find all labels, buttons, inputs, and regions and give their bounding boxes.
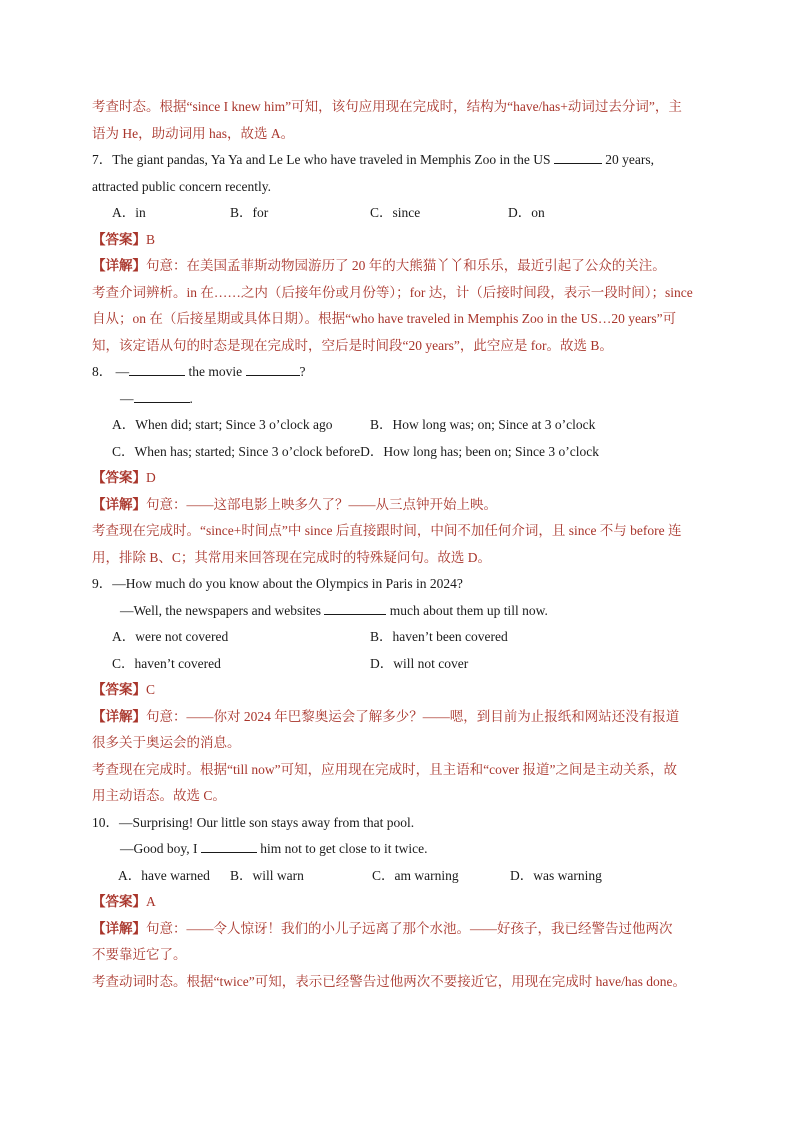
question-stem: [92, 810, 712, 837]
answer-value: A: [146, 894, 156, 909]
answer-line: [92, 465, 712, 492]
answer-line: [92, 889, 712, 916]
answer-value: C: [146, 682, 156, 697]
option-c: C．am warning: [372, 867, 459, 883]
stem-text: —Good boy, I: [120, 841, 198, 856]
detail-label: 【详解】: [92, 920, 146, 936]
detail-line: [92, 253, 712, 280]
options-row: [92, 200, 712, 227]
reply-line: [92, 386, 712, 413]
stem-text: —How much do you know about the Olympics in Paris in 2024?: [112, 576, 463, 591]
stem-text: much about them up till now.: [389, 602, 548, 618]
detail-text: 自从；on 在（后接星期或具体日期）。根据“who have traveled in Memphis Zoo in the US…20 years”可: [92, 311, 677, 326]
explanation-line: 考查时态。根据“since I knew him”可知，该句应用现在完成时，结构为“have/has+动词过去分词”，主: [92, 99, 682, 114]
option-b: B．for: [230, 205, 269, 220]
stem-text: 20 years,: [605, 152, 655, 167]
detail-text: 句意：——你对 2024 年巴黎奥运会了解多少？——嗯，到目前为止报纸和网站还没有报道: [146, 708, 680, 724]
document-body: [92, 94, 712, 995]
option-d: D．on: [508, 205, 545, 220]
detail-text: 不要靠近它了。: [92, 947, 187, 962]
answer-label: 【答案】: [92, 231, 146, 247]
reply-line: [92, 598, 712, 625]
detail-label: 【详解】: [92, 258, 146, 273]
answer-blank: [201, 838, 257, 853]
stem-text: ?: [299, 364, 306, 379]
stem-text: him not to get close to it twice.: [260, 841, 428, 856]
options-row: [92, 624, 712, 651]
detail-label: 【详解】: [92, 708, 146, 724]
stem-text: —Well, the newspapers and websites: [120, 602, 321, 618]
dash: —: [115, 364, 130, 379]
answer-value: B: [146, 231, 156, 247]
options-row: [92, 412, 712, 439]
option-a: A．have warned: [118, 867, 210, 883]
question-number: 10．: [92, 814, 119, 830]
detail-text: 知，该定语从句的时态是现在完成时，空后是时间段“20 years”，此空应是 for。故选 B。: [92, 337, 613, 353]
previous-explanation: [92, 94, 712, 147]
option-b: B．How long was; on; Since at 3 o’clock: [370, 417, 596, 432]
option-b: B．haven’t been covered: [370, 629, 508, 644]
stem-text: The giant pandas, Ya Ya and Le Le who have traveled in Memphis Zoo in the US: [112, 152, 551, 167]
question-9: [92, 571, 712, 810]
stem-text: —Surprising! Our little son stays away from that pool.: [119, 814, 415, 830]
options-row: [92, 651, 712, 678]
detail-line: [92, 704, 712, 731]
detail-text: 考查介词辨析。in 在……之内（后接年份或月份等）；for 达，计（后接时间段，表示一段时间）；since: [92, 284, 693, 300]
detail-text: 句意：——令人惊讶！我们的小儿子远离了那个水池。——好孩子，我已经警告过他两次: [146, 920, 673, 936]
detail-text: 用主动语态。故选 C。: [92, 788, 226, 803]
detail-line: [92, 492, 712, 519]
answer-line: [92, 677, 712, 704]
option-a: A．in: [112, 205, 146, 220]
answer-blank: [134, 388, 190, 403]
answer-blank: [129, 361, 185, 376]
answer-blank: [324, 600, 386, 615]
question-10: [92, 810, 712, 996]
answer-blank: [554, 149, 602, 164]
detail-text: 用，排除 B、C；其常用来回答现在完成时的特殊疑问句。故选 D。: [92, 549, 492, 565]
explanation-line: 语为 He，助动词用 has，故选 A。: [92, 125, 295, 141]
detail-text: 考查动词时态。根据“twice”可知，表示已经警告过他两次不要接近它，用现在完成时 have/has done。: [92, 973, 686, 989]
answer-value: D: [146, 470, 156, 485]
option-c: C．When has; started; Since 3 o’clock before: [112, 443, 361, 459]
question-7: [92, 147, 712, 359]
question-stem: [92, 147, 712, 174]
question-stem: [92, 571, 712, 598]
options-row: [92, 439, 712, 466]
question-stem: [92, 359, 712, 386]
detail-text: 句意：——这部电影上映多久了？——从三点钟开始上映。: [146, 496, 497, 512]
question-8: [92, 359, 712, 571]
dash: —: [120, 390, 134, 406]
options-row: [92, 863, 712, 890]
detail-label: 【详解】: [92, 496, 146, 512]
answer-label: 【答案】: [92, 894, 146, 909]
detail-text: 考查现在完成时。根据“till now”可知，应用现在完成时，且主语和“cover 报道”之间是主动关系，故: [92, 761, 677, 777]
detail-text: 句意：在美国孟菲斯动物园游历了 20 年的大熊猫丫丫和乐乐，最近引起了公众的关注。: [146, 258, 666, 273]
detail-text: 很多关于奥运会的消息。: [92, 735, 241, 750]
option-d: D．How long has; been on; Since 3 o’clock: [360, 443, 599, 459]
stem-text: the movie: [188, 364, 243, 379]
question-number: 8．: [92, 364, 113, 379]
detail-line: [92, 916, 712, 943]
option-b: B．will warn: [230, 867, 304, 883]
stem-text: .: [189, 390, 193, 406]
reply-line: [92, 836, 712, 863]
option-a: A．When did; start; Since 3 o’clock ago: [112, 417, 333, 432]
answer-label: 【答案】: [92, 682, 146, 697]
answer-blank: [246, 361, 300, 376]
option-c: C．since: [370, 205, 421, 220]
option-d: D．was warning: [510, 867, 602, 883]
detail-text: 考查现在完成时。“since+时间点”中 since 后直接跟时间，中间不加任何介词，且 since 不与 before 连: [92, 523, 682, 538]
question-number: 9．: [92, 576, 113, 591]
answer-label: 【答案】: [92, 470, 146, 485]
answer-line: [92, 227, 712, 254]
option-c: C．haven’t covered: [112, 655, 221, 671]
option-d: D．will not cover: [370, 655, 469, 671]
stem-text: attracted public concern recently.: [92, 178, 272, 194]
option-a: A．were not covered: [112, 629, 229, 644]
question-number: 7．: [92, 152, 113, 167]
